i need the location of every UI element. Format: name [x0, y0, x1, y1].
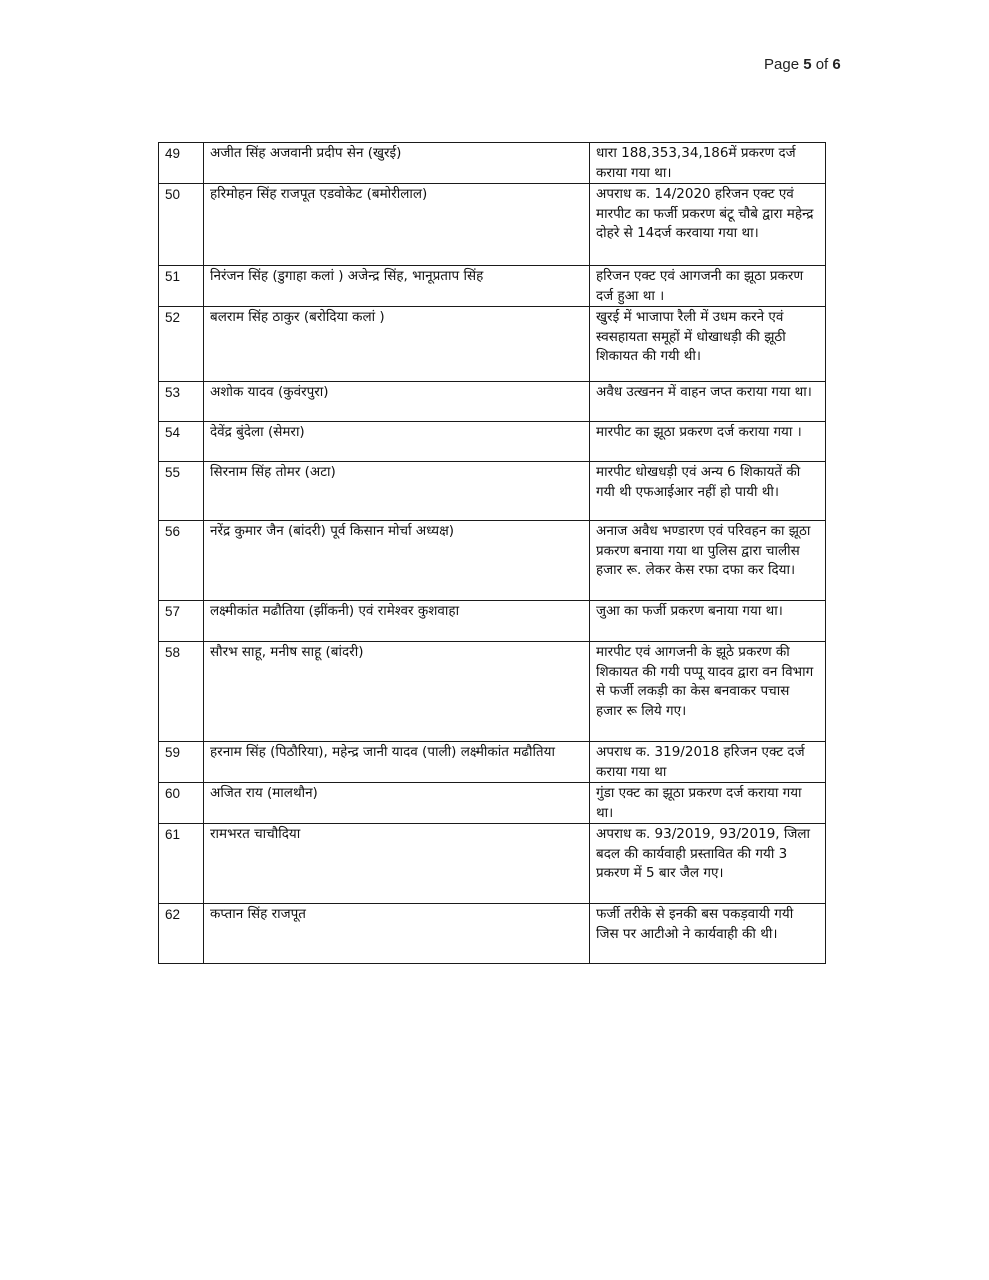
serial-number: 58: [159, 642, 204, 742]
case-description: हरिजन एक्ट एवं आगजनी का झूठा प्रकरण दर्ज हुआ था ।: [590, 266, 826, 307]
table-row: [159, 521, 826, 601]
person-name: अशोक यादव (कुवंरपुरा): [204, 382, 590, 422]
person-name: कप्तान सिंह राजपूत: [204, 904, 590, 964]
case-description: अपराध क. 14/2020 हरिजन एक्ट एवं मारपीट का फर्जी प्रकरण बंटू चौबे द्वारा महेन्द्र दोहरे से 14दर्ज करवाया गया था।: [590, 184, 826, 266]
records-body: [159, 143, 826, 964]
serial-number: 53: [159, 382, 204, 422]
serial-number: 60: [159, 783, 204, 824]
person-name: नरेंद्र कुमार जैन (बांदरी) पूर्व किसान मोर्चा अध्यक्ष): [204, 521, 590, 601]
table-row: [159, 601, 826, 642]
case-description: फर्जी तरीके से इनकी बस पकड़वायी गयी जिस पर आटीओ ने कार्यवाही की थी।: [590, 904, 826, 964]
person-name: सिरनाम सिंह तोमर (अटा): [204, 462, 590, 521]
person-name: अजीत सिंह अजवानी प्रदीप सेन (खुरई): [204, 143, 590, 184]
table-row: [159, 642, 826, 742]
serial-number: 55: [159, 462, 204, 521]
serial-number: 57: [159, 601, 204, 642]
serial-number: 51: [159, 266, 204, 307]
case-description: अपराध क. 93/2019, 93/2019, जिला बदल की कार्यवाही प्रस्तावित की गयी 3 प्रकरण में 5 बार जैल गए।: [590, 824, 826, 904]
person-name: हरिमोहन सिंह राजपूत एडवोकेट (बमोरीलाल): [204, 184, 590, 266]
table-row: [159, 742, 826, 783]
case-description: गुंडा एक्ट का झूठा प्रकरण दर्ज कराया गया था।: [590, 783, 826, 824]
page-total: 6: [832, 56, 841, 73]
serial-number: 52: [159, 307, 204, 382]
serial-number: 54: [159, 422, 204, 462]
table-row: [159, 307, 826, 382]
table-row: [159, 783, 826, 824]
serial-number: 50: [159, 184, 204, 266]
table-row: [159, 422, 826, 462]
person-name: रामभरत चाचौदिया: [204, 824, 590, 904]
page-current: 5: [803, 56, 812, 73]
serial-number: 62: [159, 904, 204, 964]
page-of: of: [811, 56, 833, 73]
table-row: [159, 824, 826, 904]
serial-number: 59: [159, 742, 204, 783]
table-row: [159, 143, 826, 184]
case-description: खुरई में भाजापा रैली में उधम करने एवं स्वसहायता समूहों में धोखाधड़ी की झूठी शिकायत की गयी थी।: [590, 307, 826, 382]
case-description: मारपीट धोखधड़ी एवं अन्य 6 शिकायतें की गयी थी एफआईआर नहीं हो पायी थी।: [590, 462, 826, 521]
case-description: अवैध उत्खनन में वाहन जप्त कराया गया था।: [590, 382, 826, 422]
case-description: जुआ का फर्जी प्रकरण बनाया गया था।: [590, 601, 826, 642]
person-name: निरंजन सिंह (डुगाहा कलां ) अजेन्द्र सिंह, भानूप्रताप सिंह: [204, 266, 590, 307]
table-row: [159, 266, 826, 307]
page-prefix: Page: [764, 56, 804, 73]
table-row: [159, 904, 826, 964]
serial-number: 56: [159, 521, 204, 601]
case-description: धारा 188,353,34,186में प्रकरण दर्ज कराया गया था।: [590, 143, 826, 184]
table-row: [159, 462, 826, 521]
table-row: [159, 382, 826, 422]
case-description: अपराध क. 319/2018 हरिजन एक्ट दर्ज कराया गया था: [590, 742, 826, 783]
person-name: देवेंद्र बुंदेला (सेमरा): [204, 422, 590, 462]
person-name: बलराम सिंह ठाकुर (बरोदिया कलां ): [204, 307, 590, 382]
person-name: अजित राय (मालथौन): [204, 783, 590, 824]
case-description: अनाज अवैध भण्डारण एवं परिवहन का झूठा प्रकरण बनाया गया था पुलिस द्वारा चालीस हजार रू. लेकर केस रफा दफा कर दिया।: [590, 521, 826, 601]
table-row: [159, 184, 826, 266]
page-number: [764, 56, 841, 73]
case-description: मारपीट एवं आगजनी के झूठे प्रकरण की शिकायत की गयी पप्पू यादव द्वारा वन विभाग से फर्जी लकड़ी का केस बनवाकर पचास हजार रू लिये गए।: [590, 642, 826, 742]
person-name: लक्ष्मीकांत मढौतिया (झींकनी) एवं रामेश्वर कुशवाहा: [204, 601, 590, 642]
records-table: [158, 142, 826, 964]
serial-number: 61: [159, 824, 204, 904]
case-description: मारपीट का झूठा प्रकरण दर्ज कराया गया ।: [590, 422, 826, 462]
person-name: हरनाम सिंह (पिठौरिया), महेन्द्र जानी यादव (पाली) लक्ष्मीकांत मढौतिया: [204, 742, 590, 783]
person-name: सौरभ साहू, मनीष साहू (बांदरी): [204, 642, 590, 742]
serial-number: 49: [159, 143, 204, 184]
